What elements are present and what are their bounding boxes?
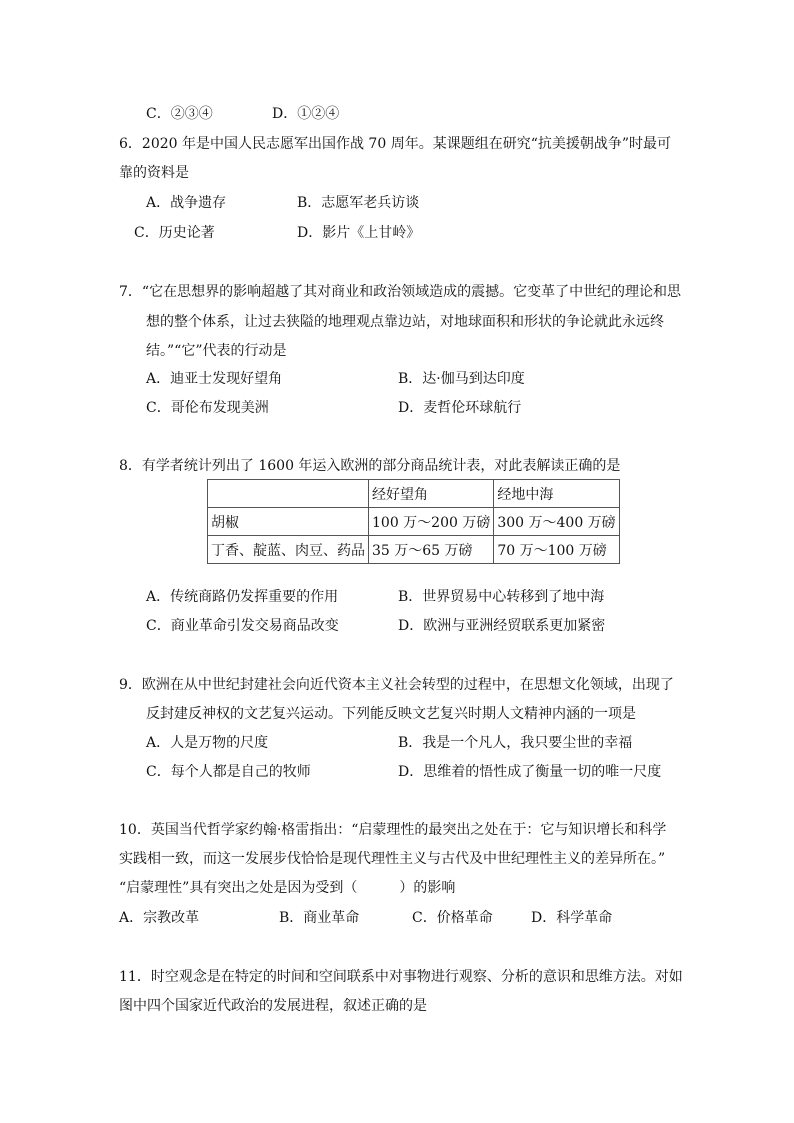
table-header-row [208, 480, 620, 508]
table-cell: 100 万～200 万磅 [369, 508, 494, 536]
q10-option-a[interactable]: A．宗教改革 [119, 910, 200, 926]
table-row [208, 536, 620, 564]
q7-option-d[interactable]: D．麦哲伦环球航行 [398, 400, 522, 416]
table-cell: 胡椒 [208, 508, 369, 536]
table-row [208, 508, 620, 536]
q8-option-b[interactable]: B．世界贸易中心转移到了地中海 [398, 589, 605, 605]
q8-stem: 8．有学者统计列出了 1600 年运入欧洲的部分商品统计表，对此表解读正确的是 [119, 458, 621, 474]
q9-stem-line-2: 反封建反神权的文艺复兴运动。下列能反映文艺复兴时期人文精神内涵的一项是 [146, 706, 636, 722]
table-header-cell: 经地中海 [494, 480, 619, 508]
q6-option-d[interactable]: D．影片《上甘岭》 [297, 225, 421, 241]
q10-option-b[interactable]: B．商业革命 [279, 910, 360, 926]
q9-stem-line-1: 9．欧洲在从中世纪封建社会向近代资本主义社会转型的过程中，在思想文化领域，出现了 [119, 677, 674, 693]
q7-stem-line-3: 结。”“它”代表的行动是 [146, 343, 287, 359]
q6-stem-line-2: 靠的资料是 [119, 165, 189, 181]
q8-goods-table [207, 479, 620, 564]
q10-stem-line-2: 实践相一致，而这一发展步伐恰恰是现代理性主义与古代及中世纪理性主义的差异所在。” [119, 851, 666, 867]
q10-stem-line-3: “启蒙理性”具有突出之处是因为受到（ ）的影响 [119, 880, 456, 896]
q11-stem-line-2: 图中四个国家近代政治的发展进程，叙述正确的是 [119, 998, 427, 1014]
q7-option-b[interactable]: B．达·伽马到达印度 [398, 371, 525, 387]
q7-stem-line-2: 想的整个体系，让过去狭隘的地理观点靠边站，对地球面积和形状的争论就此永远终 [146, 314, 664, 330]
q11-stem-line-1: 11．时空观念是在特定的时间和空间联系中对事物进行观察、分析的意识和思维方法。对如 [119, 969, 683, 985]
q6-option-a[interactable]: A．战争遗存 [146, 195, 227, 211]
q10-stem-line-1: 10．英国当代哲学家约翰·格雷指出：“启蒙理性的最突出之处在于：它与知识增长和科学 [119, 822, 667, 838]
q7-stem-line-1: 7．“它在思想界的影响超越了其对商业和政治领域造成的震撼。它变革了中世纪的理论和思 [119, 284, 682, 300]
table-cell: 300 万～400 万磅 [494, 508, 619, 536]
q10-option-c[interactable]: C．价格革命 [412, 910, 493, 926]
q6-option-c[interactable]: C．历史论著 [134, 225, 215, 241]
q6-option-b[interactable]: B．志愿军老兵访谈 [297, 195, 420, 211]
q7-option-a[interactable]: A．迪亚士发现好望角 [146, 371, 283, 387]
q9-option-a[interactable]: A．人是万物的尺度 [146, 735, 269, 751]
q9-option-d[interactable]: D．思维着的悟性成了衡量一切的唯一尺度 [398, 764, 662, 780]
table-header-cell: 经好望角 [369, 480, 494, 508]
q5-option-d[interactable]: D．①②④ [272, 106, 340, 122]
table-cell: 丁香、靛蓝、肉豆、药品 [208, 536, 369, 564]
q9-option-b[interactable]: B．我是一个凡人，我只要尘世的幸福 [398, 735, 633, 751]
table-cell: 70 万～100 万磅 [494, 536, 619, 564]
q8-option-d[interactable]: D．欧洲与亚洲经贸联系更加紧密 [398, 618, 606, 634]
q8-option-c[interactable]: C．商业革命引发交易商品改变 [146, 618, 339, 634]
table-cell: 35 万～65 万磅 [369, 536, 494, 564]
q5-option-c[interactable]: C．②③④ [146, 106, 213, 122]
table-header-cell [208, 480, 369, 508]
q8-option-a[interactable]: A．传统商路仍发挥重要的作用 [146, 589, 339, 605]
q10-option-d[interactable]: D．科学革命 [531, 910, 613, 926]
q6-stem-line-1: 6．2020 年是中国人民志愿军出国作战 70 周年。某课题组在研究“抗美援朝战争”时最可 [119, 136, 672, 152]
q7-option-c[interactable]: C．哥伦布发现美洲 [146, 400, 269, 416]
q9-option-c[interactable]: C．每个人都是自己的牧师 [146, 764, 311, 780]
